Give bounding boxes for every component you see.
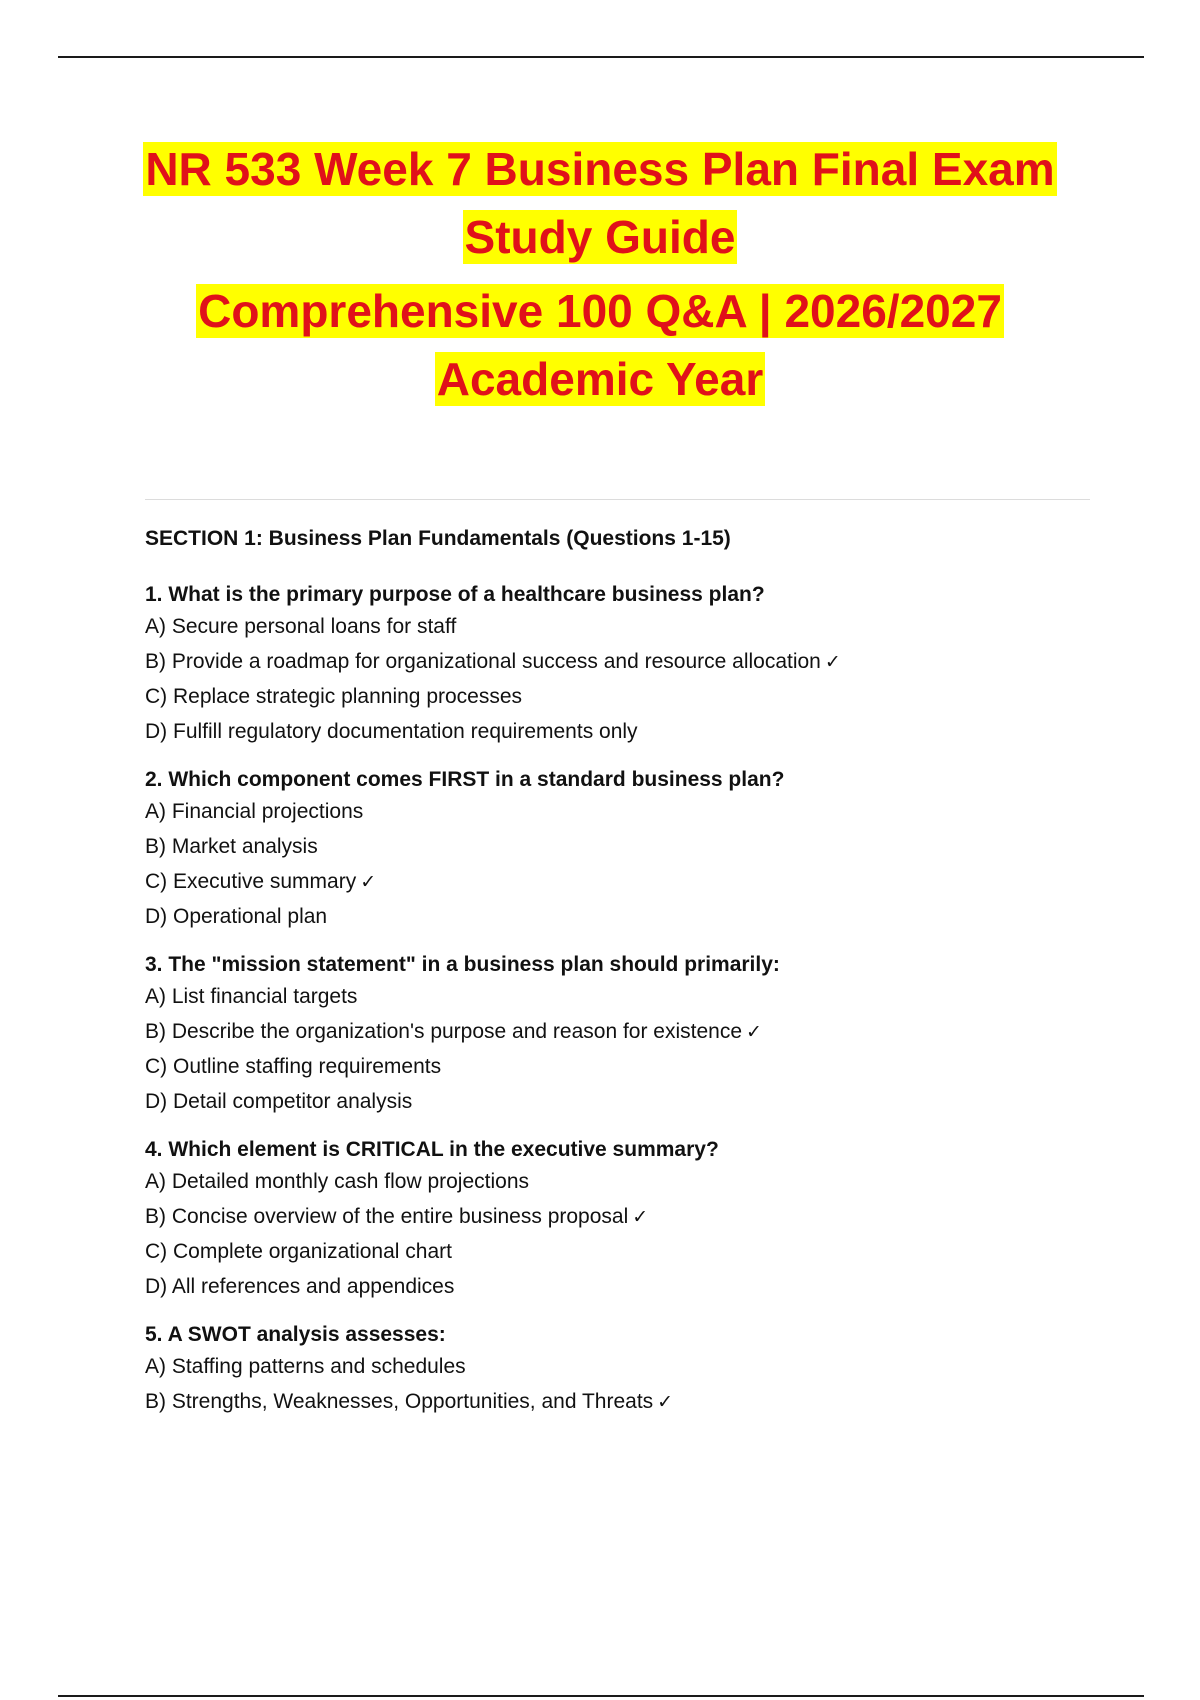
answer-option	[145, 1017, 1095, 1047]
section-heading: SECTION 1: Business Plan Fundamentals (Questions 1-15)	[145, 527, 731, 550]
top-rule	[58, 56, 1144, 58]
question-text: 3. The "mission statement" in a business plan should primarily:	[145, 953, 780, 976]
answer-option	[145, 1167, 1095, 1197]
question-block	[145, 765, 1095, 932]
bottom-rule	[58, 1695, 1144, 1697]
answer-option-text: C) Replace strategic planning processes	[145, 685, 523, 708]
answer-option-text: A) Staffing patterns and schedules	[145, 1355, 466, 1378]
title-line-2: Study Guide	[464, 211, 736, 263]
answer-option-text: A) Detailed monthly cash flow projections	[145, 1170, 530, 1193]
answer-option	[145, 1052, 1095, 1082]
answer-option	[145, 832, 1095, 862]
question-block	[145, 580, 1095, 747]
question-text: 5. A SWOT analysis assesses:	[145, 1323, 446, 1346]
question-block	[145, 950, 1095, 1117]
answer-option-text: A) List financial targets	[145, 985, 358, 1008]
title-line-4: Academic Year	[436, 353, 764, 405]
question-content	[145, 524, 1095, 1435]
answer-option-text: A) Financial projections	[145, 800, 364, 823]
correct-check-icon: ✓	[632, 1206, 649, 1228]
answer-option-text: A) Secure personal loans for staff	[145, 615, 457, 638]
question-block	[145, 1320, 1095, 1417]
answer-option-text: B) Strengths, Weaknesses, Opportunities, and Threats	[145, 1390, 654, 1413]
answer-option	[145, 1202, 1095, 1232]
section-divider	[145, 499, 1090, 500]
question-text: 2. Which component comes FIRST in a standard business plan?	[145, 768, 785, 791]
answer-option-text: B) Concise overview of the entire business proposal	[145, 1205, 629, 1228]
answer-option	[145, 1087, 1095, 1117]
answer-option-text: B) Market analysis	[145, 835, 318, 858]
answer-option-text: C) Executive summary	[145, 870, 357, 893]
title-line-3: Comprehensive 100 Q&A | 2026/2027	[198, 285, 1002, 337]
correct-check-icon: ✓	[657, 1391, 674, 1413]
answer-option	[145, 682, 1095, 712]
correct-check-icon: ✓	[824, 651, 841, 673]
answer-option	[145, 1272, 1095, 1302]
answer-option	[145, 1237, 1095, 1267]
document-title	[0, 142, 1200, 406]
answer-option-text: D) Operational plan	[145, 905, 328, 928]
answer-option-text: D) All references and appendices	[145, 1275, 455, 1298]
title-line-1: NR 533 Week 7 Business Plan Final Exam	[145, 143, 1055, 195]
question-block	[145, 1135, 1095, 1302]
answer-option-text: C) Complete organizational chart	[145, 1240, 452, 1263]
correct-check-icon: ✓	[360, 871, 377, 893]
question-list	[145, 580, 1095, 1417]
answer-option-text: D) Detail competitor analysis	[145, 1090, 413, 1113]
answer-option	[145, 1387, 1095, 1417]
answer-option	[145, 612, 1095, 642]
answer-option	[145, 902, 1095, 932]
correct-check-icon: ✓	[746, 1021, 762, 1043]
answer-option-text: B) Provide a roadmap for organizational success and resource allocation	[145, 650, 821, 673]
answer-option	[145, 647, 1095, 677]
answer-option	[145, 717, 1095, 747]
question-text: 4. Which element is CRITICAL in the executive summary?	[145, 1138, 719, 1161]
answer-option-text: B) Describe the organization's purpose and reason for existence	[145, 1020, 743, 1043]
answer-option	[145, 1352, 1095, 1382]
answer-option-text: C) Outline staffing requirements	[145, 1055, 442, 1078]
answer-option-text: D) Fulfill regulatory documentation requirements only	[145, 720, 638, 743]
question-text: 1. What is the primary purpose of a healthcare business plan?	[145, 583, 765, 606]
answer-option	[145, 797, 1095, 827]
answer-option	[145, 867, 1095, 897]
answer-option	[145, 982, 1095, 1012]
